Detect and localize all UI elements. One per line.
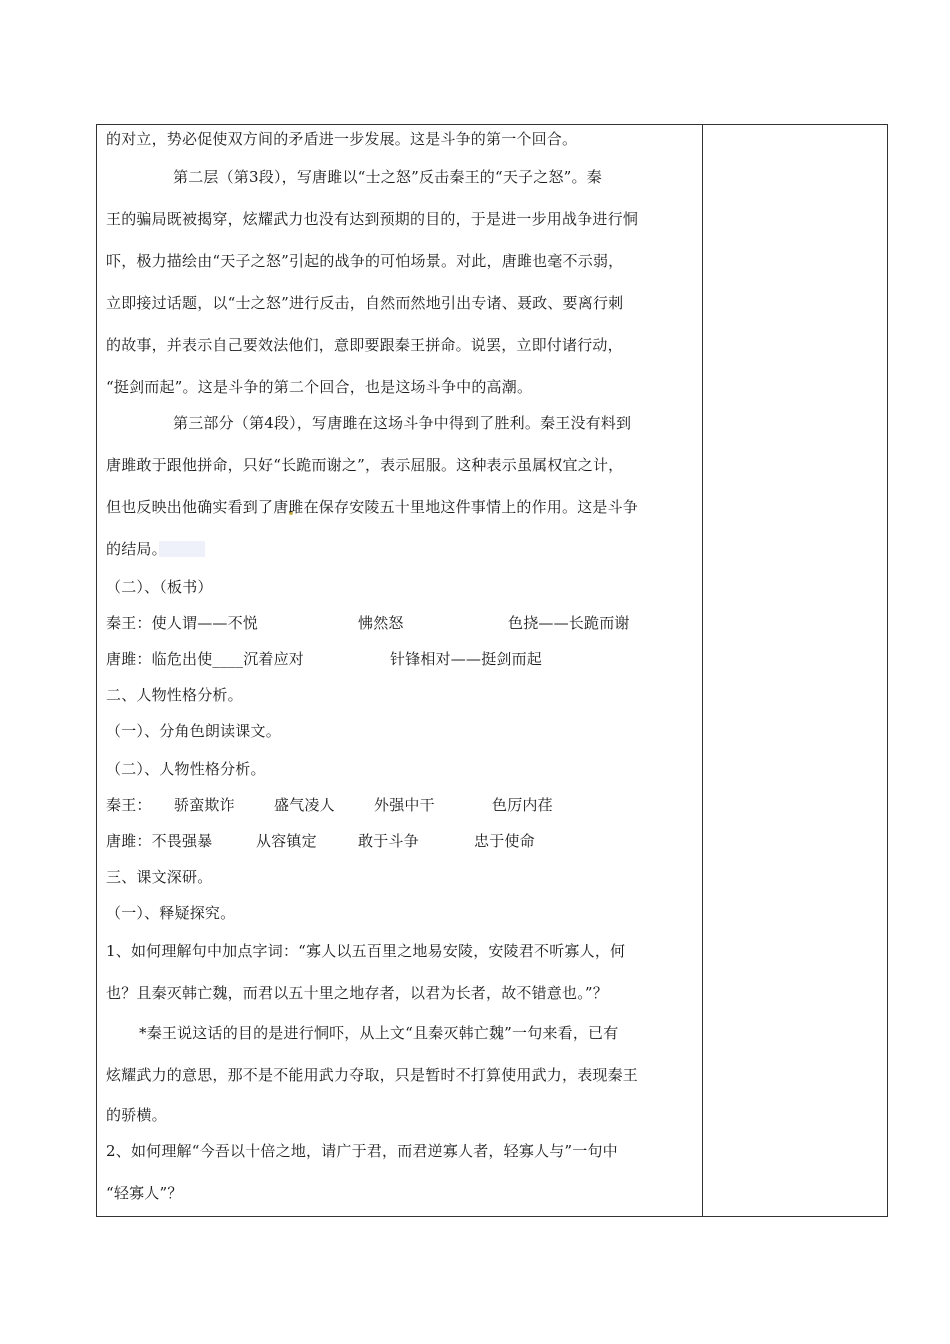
text-line: 的故事，并表示自己要效法他们，意即要跟秦王拼命。说罢，立即付诸行动，: [106, 336, 623, 354]
section-heading: （二）、（板书）: [106, 578, 213, 596]
content-cell: 的对立，势必促使双方间的矛盾进一步发展。这是斗争的第一个回合。 第二层（第3段），写唐雎以“士之怒”反击秦王的“天子之怒”。秦 王的骗局既被揭穿，炫耀武力也没有达到预期的目的，于是进一步用战争进行恫 吓，极力描绘由“天子之怒”引起的战争的可怕场景。对此，唐雎也毫不示弱， 立即接过话题，以“士之怒”进行反击，自然而然地引出专诸、聂政、要离行刺 的故事，并表示自己要效法他们，意即要跟秦王拼命。说罢，立即付诸行动， “挺剑而起”。这是斗争的第二个回合，也是这场斗争中的高潮。 第三部分（第4段），写唐雎在这场斗争中得到了胜利。秦王没有料到 唐雎敢于跟他拼命，只好“长跪而谢之”，表示屈服。这种表示虽属权宜之计， 但也反映出他确实看到了唐雎在保存安陵五十里地这件事情上的作用。这是斗争 的结局。 （二）、（板书） 秦王：使人谓——不悦 怫然怒 色挠——长跪而谢 唐雎：临危出使____沉着应对 针锋相对——挺剑而起 二、人物性格分析。 （一）、分角色朗读课文。 （二）、人物性格分析。 秦王： 骄蛮欺诈 盛气凌人 外强中干 色厉内荏 唐雎：不畏强暴 从容镇定 敢于斗争 忠于使命 三、课文深研。 （一）、释疑探究。 1、如何理解句中加点字词：“寡人以五百里之地易安陵，安陵君不听寡人，何 也？且秦灭韩亡魏，而君以五十里之地存者，以君为长者，故不错意也。”？ *秦王说这话的目的是进行恫吓，从上文“且秦灭韩亡魏”一句来看，已有 炫耀武力的意思，那不是不能用武力夺取，只是暂时不打算使用武力，表现秦王 的骄横。 2、如何理解“今吾以十倍之地，请广于君，而君逆寡人者，轻寡人与”一句中 “轻寡人”？: [106, 130, 639, 1202]
notes-cell: [703, 125, 887, 1216]
question-line: “轻寡人”？: [106, 1184, 183, 1202]
text-line: 王的骗局既被揭穿，炫耀武力也没有达到预期的目的，于是进一步用战争进行恫: [106, 210, 639, 228]
section-heading: 三、课文深研。: [106, 868, 213, 886]
section-heading: 二、人物性格分析。: [106, 686, 243, 704]
text-line: 第二层（第3段），写唐雎以“士之怒”反击秦王的“天子之怒”。秦: [173, 168, 602, 186]
question-line: 2、如何理解“今吾以十倍之地，请广于君，而君逆寡人者，轻寡人与”一句中: [106, 1142, 618, 1160]
answer-line: 炫耀武力的意思，那不是不能用武力夺取，只是暂时不打算使用武力，表现秦王: [106, 1066, 639, 1084]
question-line: 也？且秦灭韩亡魏，而君以五十里之地存者，以君为长者，故不错意也。”？: [106, 984, 608, 1002]
section-heading: （一）、分角色朗读课文。: [106, 722, 281, 740]
text-line: 第三部分（第4段），写唐雎在这场斗争中得到了胜利。秦王没有料到: [173, 414, 632, 432]
text-line: 唐雎敢于跟他拼命，只好“长跪而谢之”，表示屈服。这种表示虽属权宜之计，: [106, 456, 624, 474]
text-line: 的结局。: [106, 540, 167, 558]
text-line: 但也反映出他确实看到了唐雎在保存安陵五十里地这件事情上的作用。这是斗争: [106, 498, 639, 516]
text-line: “挺剑而起”。这是斗争的第二个回合，也是这场斗争中的高潮。: [106, 378, 533, 396]
section-heading: （一）、释疑探究。: [106, 904, 236, 922]
text-line: 吓，极力描绘由“天子之怒”引起的战争的可怕场景。对此，唐雎也毫不示弱，: [106, 252, 624, 270]
answer-line: *秦王说这话的目的是进行恫吓，从上文“且秦灭韩亡魏”一句来看，已有: [139, 1024, 619, 1042]
question-line: 1、如何理解句中加点字词：“寡人以五百里之地易安陵，安陵君不听寡人，何: [106, 942, 626, 960]
text-line: 立即接过话题，以“士之怒”进行反击，自然而然地引出专诸、聂政、要离行刺: [106, 294, 624, 312]
answer-line: 的骄横。: [106, 1106, 167, 1124]
section-heading: （二）、人物性格分析。: [106, 760, 266, 778]
lesson-table: [96, 124, 888, 1217]
text-line: 的对立，势必促使双方间的矛盾进一步发展。这是斗争的第一个回合。: [106, 130, 578, 148]
